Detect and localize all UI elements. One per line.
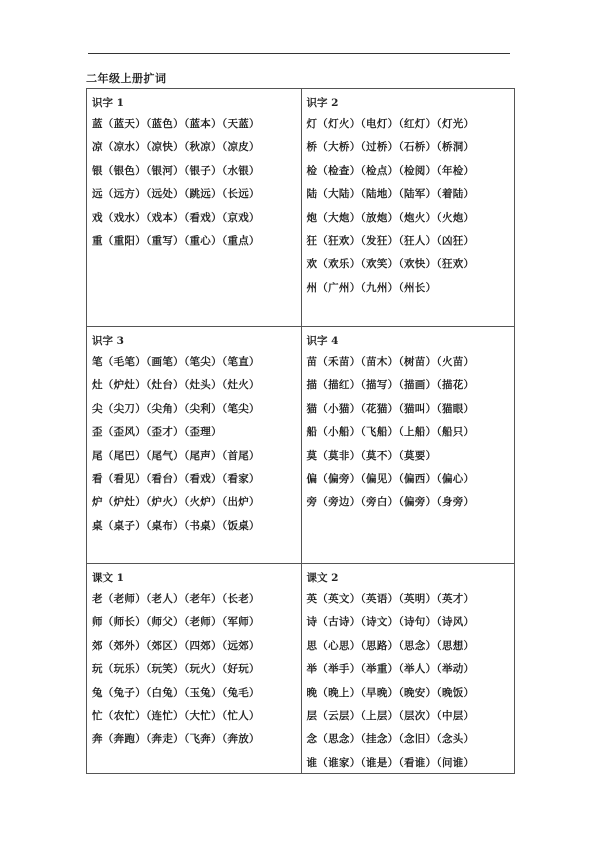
word-row: 蓝（蓝天）（蓝色）（蓝本）（天蓝） <box>92 118 260 130</box>
word-row: 船（小船）（飞船）（上船）（船只） <box>306 426 475 439</box>
section-title: 识字 3 <box>92 335 124 347</box>
section-title: 识字 1 <box>92 97 124 109</box>
word-row: 凉（凉水）（凉快）（秋凉）（凉皮） <box>92 141 260 154</box>
section-cell <box>301 326 515 563</box>
section-cell <box>301 563 515 773</box>
word-row: 描（描红）（描写）（描画）（描花） <box>306 379 475 392</box>
section-title: 课文 2 <box>306 572 339 584</box>
word-row: 层（云层）（上层）（层次）（中层） <box>306 709 475 722</box>
section-title: 课文 1 <box>92 572 124 584</box>
word-row: 郊（郊外）（郊区）（四郊）（远郊） <box>92 639 260 652</box>
word-row: 歪（歪风）（歪才）（歪理） <box>92 426 222 439</box>
word-row: 尖（尖刀）（尖角）（尖利）（笔尖） <box>92 402 260 415</box>
word-row: 英（英文）（英语）（英明）（英才） <box>306 593 475 605</box>
section-cell <box>301 89 515 326</box>
word-expansion-table <box>86 88 515 774</box>
word-row: 远（远方）（远处）（跳远）（长远） <box>92 188 260 201</box>
word-row: 苗（禾苗）（苗木）（树苗）（火苗） <box>306 356 475 368</box>
word-row: 诗（古诗）（诗文）（诗句）（诗风） <box>306 616 475 629</box>
word-row: 灯（灯火）（电灯）（红灯）（灯光） <box>306 118 475 130</box>
word-row: 炮（大炮）（放炮）（炮火）（火炮） <box>306 211 475 224</box>
word-row: 狂（狂欢）（发狂）（狂人）（凶狂） <box>306 234 475 247</box>
document-title: 二年级上册扩词 <box>86 72 167 85</box>
header-rule <box>88 53 510 54</box>
word-row: 桥（大桥）（过桥）（石桥）（桥洞） <box>306 141 475 154</box>
word-row: 重（重阳）（重写）（重心）（重点） <box>92 234 260 247</box>
word-row: 晚（晚上）（早晚）（晚安）（晚饭） <box>306 686 475 699</box>
word-row: 陆（大陆）（陆地）（陆军）（着陆） <box>306 188 475 201</box>
word-row: 忙（农忙）（连忙）（大忙）（忙人） <box>92 709 260 722</box>
word-row: 看（看见）（看台）（看戏）（看家） <box>92 472 260 485</box>
word-row: 老（老师）（老人）（老年）（长老） <box>92 593 260 605</box>
word-row: 银（银色）（银河）（银子）（水银） <box>92 164 260 177</box>
word-row: 检（检查）（检点）（检阅）（年检） <box>306 164 475 177</box>
section-cell <box>87 563 301 773</box>
section-cell <box>87 89 301 326</box>
word-row: 莫（莫非）（莫不）（莫要） <box>306 449 437 462</box>
word-row: 州（广州）（九州）（州长） <box>306 281 437 294</box>
word-row: 师（师长）（师父）（老师）（军师） <box>92 616 260 629</box>
word-row: 偏（偏旁）（偏见）（偏西）（偏心） <box>306 472 475 485</box>
word-row: 尾（尾巴）（尾气）（尾声）（首尾） <box>92 449 260 462</box>
word-row: 玩（玩乐）（玩笑）（玩火）（好玩） <box>92 663 260 676</box>
word-row: 念（思念）（挂念）（念旧）（念头） <box>306 733 475 746</box>
word-row: 笔（毛笔）（画笔）（笔尖）（笔直） <box>92 356 260 368</box>
word-row: 奔（奔跑）（奔走）（飞奔）（奔放） <box>92 733 260 746</box>
section-title: 识字 2 <box>306 97 339 109</box>
word-row: 戏（戏水）（戏本）（看戏）（京戏） <box>92 211 260 224</box>
word-row: 灶（炉灶）（灶台）（灶头）（灶火） <box>92 379 260 392</box>
word-row: 炉（炉灶）（炉火）（火炉）（出炉） <box>92 496 260 509</box>
word-row: 兔（兔子）（白兔）（玉兔）（兔毛） <box>92 686 260 699</box>
word-row: 旁（旁边）（旁白）（偏旁）（身旁） <box>306 496 475 509</box>
section-cell <box>87 326 301 563</box>
word-row: 思（心思）（思路）（思念）（思想） <box>306 639 475 652</box>
word-row: 举（举手）（举重）（举人）（举动） <box>306 663 475 676</box>
word-row: 猫（小猫）（花猫）（猫叫）（猫眼） <box>306 402 475 415</box>
section-title: 识字 4 <box>306 335 339 347</box>
word-row: 欢（欢乐）（欢笑）（欢快）（狂欢） <box>306 258 475 271</box>
word-row: 谁（谁家）（谁是）（看谁）（问谁） <box>306 756 475 769</box>
word-row: 桌（桌子）（桌布）（书桌）（饭桌） <box>92 519 260 532</box>
